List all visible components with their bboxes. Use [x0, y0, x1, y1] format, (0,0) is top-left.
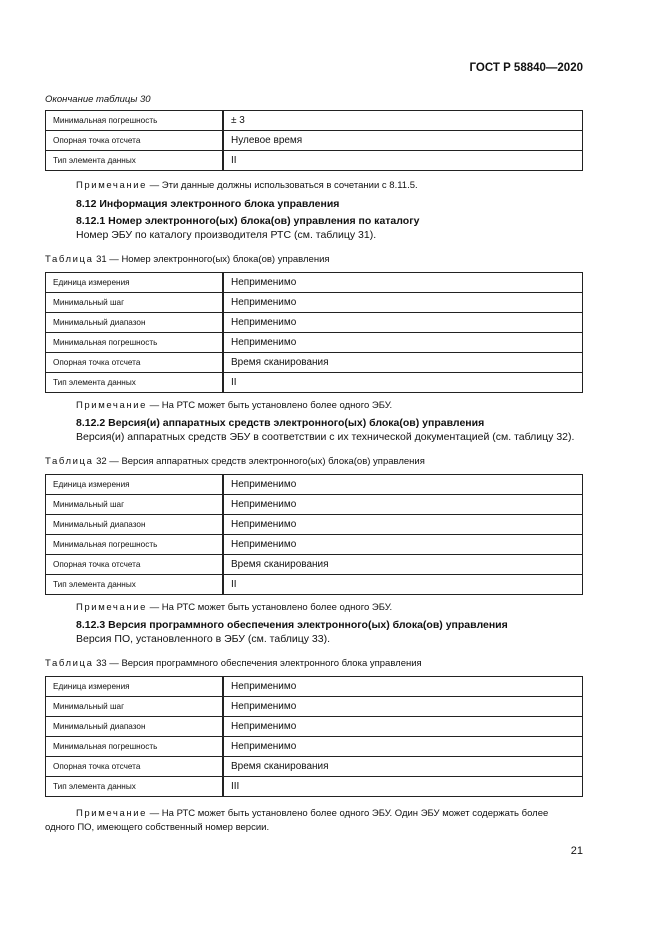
- section-heading-8-12-3: 8.12.3 Версия программного обеспечения электронного(ых) блока(ов) управления: [76, 619, 508, 631]
- table-key: Опорная точка отсчета: [46, 555, 224, 575]
- table-title: 33 — Версия программного обеспечения электронного блока управления: [96, 658, 422, 669]
- table-value: Неприменимо: [223, 333, 583, 353]
- table-row: [46, 475, 583, 495]
- table-value: Неприменимо: [223, 697, 583, 717]
- document-id: ГОСТ Р 58840—2020: [469, 62, 583, 74]
- table-key: Тип элемента данных: [46, 373, 224, 393]
- table-value: Неприменимо: [223, 535, 583, 555]
- table-row: [46, 697, 583, 717]
- table-label: Таблица: [45, 658, 94, 669]
- section-body-8-12-1: Номер ЭБУ по каталогу производителя РТС (см. таблицу 31).: [76, 229, 377, 241]
- table-32-caption: [45, 456, 425, 467]
- page-number: 21: [570, 845, 583, 857]
- table-key: Тип элемента данных: [46, 151, 224, 171]
- table-row: [46, 293, 583, 313]
- table-value: Неприменимо: [223, 273, 583, 293]
- table-33: [45, 676, 583, 797]
- section-heading-8-12: 8.12 Информация электронного блока управления: [76, 198, 340, 210]
- table-key: Минимальный шаг: [46, 697, 224, 717]
- table-key: Минимальный диапазон: [46, 717, 224, 737]
- table-value: Неприменимо: [223, 717, 583, 737]
- table-key: Тип элемента данных: [46, 575, 224, 595]
- note-33: [76, 808, 548, 819]
- section-body-8-12-2: Версия(и) аппаратных средств ЭБУ в соответствии с их технической документацией (см. таблицу 32).: [76, 431, 575, 443]
- table-row: [46, 555, 583, 575]
- table-value: Неприменимо: [223, 293, 583, 313]
- table-key: Минимальная погрешность: [46, 333, 224, 353]
- table-key: Минимальный диапазон: [46, 313, 224, 333]
- table-key: Минимальная погрешность: [46, 737, 224, 757]
- table-row: [46, 333, 583, 353]
- table-key: Единица измерения: [46, 677, 224, 697]
- note-text: — На РТС может быть установлено более одного ЭБУ. Один ЭБУ может содержать более: [149, 808, 549, 819]
- table-row: [46, 151, 583, 171]
- note-label: Примечание: [76, 602, 147, 613]
- table-key: Минимальная погрешность: [46, 535, 224, 555]
- table-31-caption: [45, 254, 330, 265]
- table-value: Неприменимо: [223, 475, 583, 495]
- table-value: Неприменимо: [223, 515, 583, 535]
- note-text: — На РТС может быть установлено более одного ЭБУ.: [149, 400, 393, 411]
- table-value: Время сканирования: [223, 555, 583, 575]
- table-30: [45, 110, 583, 171]
- note-32: [76, 602, 392, 613]
- table-row: [46, 575, 583, 595]
- table-row: [46, 495, 583, 515]
- table-title: 31 — Номер электронного(ых) блока(ов) управления: [96, 254, 330, 265]
- note-31: [76, 400, 392, 411]
- table-row: [46, 535, 583, 555]
- table-key: Единица измерения: [46, 475, 224, 495]
- table-row: [46, 273, 583, 293]
- table-value: II: [223, 373, 583, 393]
- table-value: ± 3: [223, 111, 583, 131]
- table-key: Минимальный шаг: [46, 293, 224, 313]
- table-row: [46, 313, 583, 333]
- table-32: [45, 474, 583, 595]
- note-label: Примечание: [76, 180, 147, 191]
- table-row: [46, 111, 583, 131]
- note-text: — На РТС может быть установлено более одного ЭБУ.: [149, 602, 393, 613]
- table-value: Неприменимо: [223, 495, 583, 515]
- table-row: [46, 677, 583, 697]
- table-key: Опорная точка отсчета: [46, 757, 224, 777]
- table-key: Опорная точка отсчета: [46, 353, 224, 373]
- table-key: Единица измерения: [46, 273, 224, 293]
- note-30: [76, 180, 418, 191]
- table-key: Минимальная погрешность: [46, 111, 224, 131]
- table-row: [46, 131, 583, 151]
- section-heading-8-12-1: 8.12.1 Номер электронного(ых) блока(ов) управления по каталогу: [76, 215, 420, 227]
- table-continuation-caption: Окончание таблицы 30: [45, 94, 151, 105]
- section-body-8-12-3: Версия ПО, установленного в ЭБУ (см. таблицу 33).: [76, 633, 331, 645]
- table-key: Минимальный шаг: [46, 495, 224, 515]
- table-row: [46, 373, 583, 393]
- table-value: Неприменимо: [223, 737, 583, 757]
- table-33-caption: [45, 658, 422, 669]
- note-text: — Эти данные должны использоваться в сочетании с 8.11.5.: [149, 180, 418, 191]
- table-value: II: [223, 575, 583, 595]
- table-row: [46, 717, 583, 737]
- table-key: Опорная точка отсчета: [46, 131, 224, 151]
- table-key: Тип элемента данных: [46, 777, 224, 797]
- note-33-continuation: одного ПО, имеющего собственный номер версии.: [45, 822, 270, 833]
- table-title: 32 — Версия аппаратных средств электронного(ых) блока(ов) управления: [96, 456, 425, 467]
- table-row: [46, 515, 583, 535]
- note-label: Примечание: [76, 808, 147, 819]
- table-row: [46, 737, 583, 757]
- section-heading-8-12-2: 8.12.2 Версия(и) аппаратных средств электронного(ых) блока(ов) управления: [76, 417, 485, 429]
- table-value: III: [223, 777, 583, 797]
- table-label: Таблица: [45, 254, 94, 265]
- table-value: Время сканирования: [223, 353, 583, 373]
- table-value: Неприменимо: [223, 677, 583, 697]
- table-row: [46, 353, 583, 373]
- table-value: Неприменимо: [223, 313, 583, 333]
- note-label: Примечание: [76, 400, 147, 411]
- table-value: Время сканирования: [223, 757, 583, 777]
- table-value: Нулевое время: [223, 131, 583, 151]
- table-row: [46, 777, 583, 797]
- table-31: [45, 272, 583, 393]
- table-label: Таблица: [45, 456, 94, 467]
- table-row: [46, 757, 583, 777]
- table-key: Минимальный диапазон: [46, 515, 224, 535]
- table-value: II: [223, 151, 583, 171]
